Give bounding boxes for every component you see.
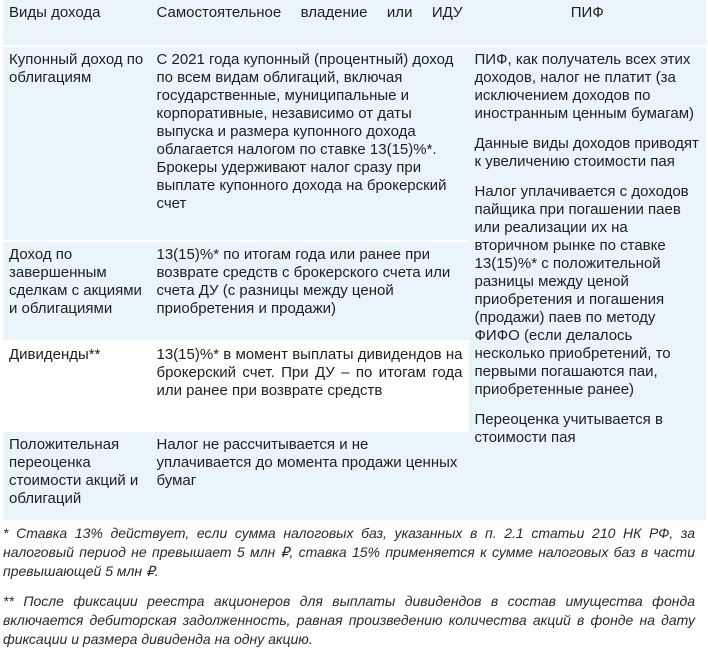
- row-label-dividends: Дивиденды**: [3, 341, 151, 431]
- pif-paragraph: Налог уплачивается с доходов пайщика при погашении паев или реализации их на вторичном рынке по ставке 13(15)%* с положительной разницы между ценой приобретения и погашения (продажи) паев по методу ФИФО (если делалось несколько приобретений, то первыми погашаются паи, приобретенные ранее): [474, 183, 689, 398]
- footnote-rate: * Ставка 13% действует, если сумма налоговых баз, указанных в п. 2.1 статьи 210 НК РФ, за налоговый период не превышает 5 млн ₽, ставка 15% применяется к сумме налоговых баз в части превышающей 5 млн ₽.: [3, 525, 695, 579]
- header-self-iis: Самостоятельное владение или ИДУ: [151, 0, 469, 46]
- pif-paragraph: ПИФ, как получатель всех этих доходов, налог не платит (за исключением доходов по иностранным ценным бумагам): [474, 51, 695, 122]
- row-value-coupon: С 2021 года купонный (процентный) доход по всем видам облигаций, включая государственные, муниципальные и корпоративные, независимо от даты выпуска и размера купонного дохода облагается налогом по ставке 13(15)%*. Брокеры удерживают налог сразу при выплате купонного дохода на брокерский счет: [151, 46, 469, 241]
- header-pif: ПИФ: [469, 0, 706, 46]
- pif-paragraph: Данные виды доходов приводят к увеличению стоимости пая: [474, 135, 699, 170]
- row-value-dividends: 13(15)%* в момент выплаты дивидендов на брокерский счет. При ДУ – по итогам года или ранее при возврате средств: [151, 341, 469, 431]
- table-row: [3, 46, 706, 241]
- header-income-type: Виды дохода: [3, 0, 151, 46]
- pif-column: [469, 46, 706, 521]
- table-header-row: [3, 0, 706, 46]
- row-value-deals: 13(15)%* по итогам года или ранее при возврате средств с брокерского счета или счета ДУ (с разницы между ценой приобретения и продажи): [151, 241, 469, 341]
- tax-comparison-table: [3, 0, 706, 522]
- row-value-revaluation: Налог не рассчитывается и не уплачивается до момента продажи ценных бумаг: [151, 431, 469, 521]
- row-label-coupon: Купонный доход по облигациям: [3, 46, 151, 241]
- row-label-revaluation: Положительная переоценка стоимости акций и облигаций: [3, 431, 151, 521]
- row-label-deals: Доход по завершенным сделкам с акциями и облигациями: [3, 241, 151, 341]
- footnote-dividends: ** После фиксации реестра акционеров для выплаты дивидендов в состав имущества фонда включается дебиторская задолженность, равная произведению количества акций в фонде на дату фиксации и размера дивиденда на одну акцию.: [3, 593, 695, 647]
- pif-paragraph: Переоценка учитывается в стоимости пая: [474, 411, 663, 446]
